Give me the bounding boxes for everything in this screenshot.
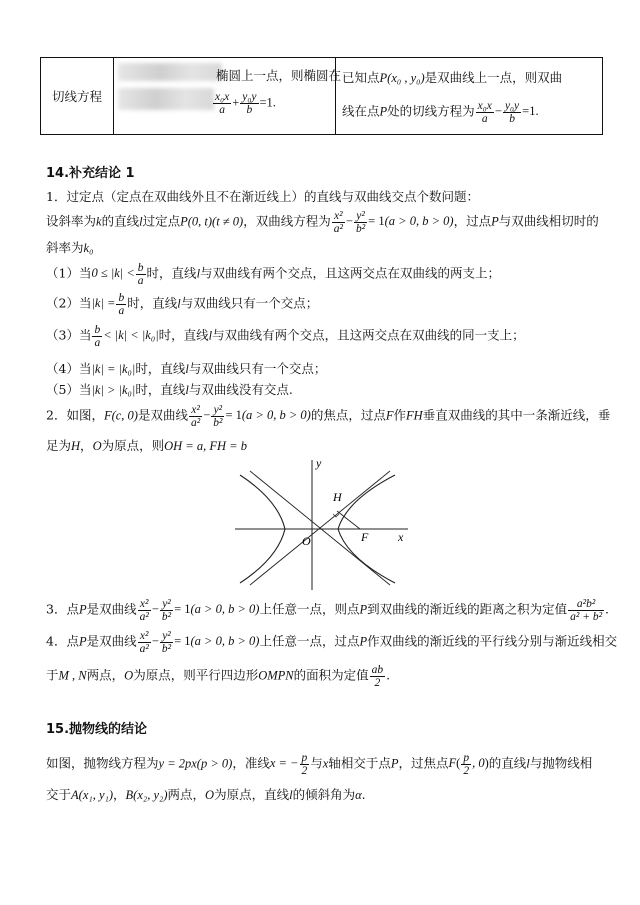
table-left-text: 椭圆上一点，则椭圆在 [216,68,342,83]
label-O: O [302,534,311,548]
item2-line1: 2．如图，F(c, 0)是双曲线 $\frac{\text{x²}}{\text{a²}}$ − $\frac{\text{y²}}{\text{b²}}$ = 1(a > 0, b > 0)的焦点，过点F作FH垂直双曲线的其中一条渐近线，垂 [46,404,611,430]
table-left-formula: $\frac{\text{x₀x}}{a}$ + $\frac{\text{y₀y}}{b}$ =1. [215,91,276,117]
table-row-label: 切线方程 [52,89,103,104]
case-3: （3）当 $\frac{b}{a}$ < |k| < |k₀|时，直线l与双曲线有两个交点，且这两交点在双曲线的同一支上； [46,324,525,350]
section-15-title: 15.抛物线的结论 [46,722,148,737]
case-1: （1）当0 ≤ |k| < $\frac{b}{a}$ 时，直线l与双曲线有两个交点，且这两交点在双曲线的两支上； [46,262,501,288]
redaction-blur [118,88,214,110]
item1-intro: 1．过定点（定点在双曲线外且不在渐近线上）的直线与双曲线交点个数问题： [46,189,479,204]
label-H: H [333,490,342,504]
label-x: x [398,530,404,544]
item2-line2: 足为H，O为原点，则OH = a, FH = b [46,438,247,453]
label-y: y [316,456,322,470]
item3: 3．点P是双曲线 $\frac{\text{x²}}{\text{a²}}$ − $\frac{\text{y²}}{\text{b²}}$ = 1(a > 0, b > 0)上任意一点，则点P到双曲线的渐近线的距离之积为定值 $\frac{\text{a²b²}}{\text{a² + b²}}$ . [46,598,610,624]
case-4: （4）当|k| = |k₀|时，直线l与双曲线只有一个交点； [46,361,327,376]
case-2: （2）当|k| = $\frac{b}{a}$ 时，直线l与双曲线只有一个交点； [46,292,319,318]
label-F: F [361,530,369,544]
table-right-line1: 已知点P(x₀ , y₀)是双曲线上一点，则双曲 [342,70,563,85]
redaction-blur [118,63,222,81]
item4-line2: 于M , N两点，O为原点，则平行四边形OMPN的面积为定值 $\frac{ab}{2}$ . [46,664,391,690]
item1-slope: 斜率为k₀ [46,240,94,255]
table-right-line2: 线在点P处的切线方程为 $\frac{\text{x₀x}}{a}$ − $\frac{\text{y₀y}}{b}$ =1. [342,100,539,126]
section15-line2: 交于A(x₁, y₁)，B(x₂, y₂)两点，O为原点，直线l的倾斜角为α. [46,787,366,802]
case-5: （5）当|k| > |k₀|时，直线l与双曲线没有交点. [46,382,293,397]
hyperbola-figure [230,455,420,595]
section-14-title: 14.补充结论 1 [46,166,135,181]
table-divider-1 [113,58,114,134]
section15-line1: 如图，抛物线方程为y = 2px(p > 0)，准线x = − $\frac{p}{2}$ 与x轴相交于点P，过焦点F( $\frac{p}{2}$ , 0)的直线l与抛物线相 [46,752,593,778]
item4-line1: 4．点P是双曲线 $\frac{\text{x²}}{\text{a²}}$ − $\frac{\text{y²}}{\text{b²}}$ = 1(a > 0, b > 0)上任意一点，过点P作双曲线的渐近线的平行线分别与渐近线相交 [46,630,618,656]
segment-FH [337,511,360,529]
item1-setup: 设斜率为k的直线l过定点P(0, t)(t ≠ 0)，双曲线方程为 $\frac{\text{x²}}{\text{a²}}$ − $\frac{\text{y²}}{\text{b²}}$ = 1(a > 0, b > 0)，过点P与双曲线相切时的 [46,210,599,236]
